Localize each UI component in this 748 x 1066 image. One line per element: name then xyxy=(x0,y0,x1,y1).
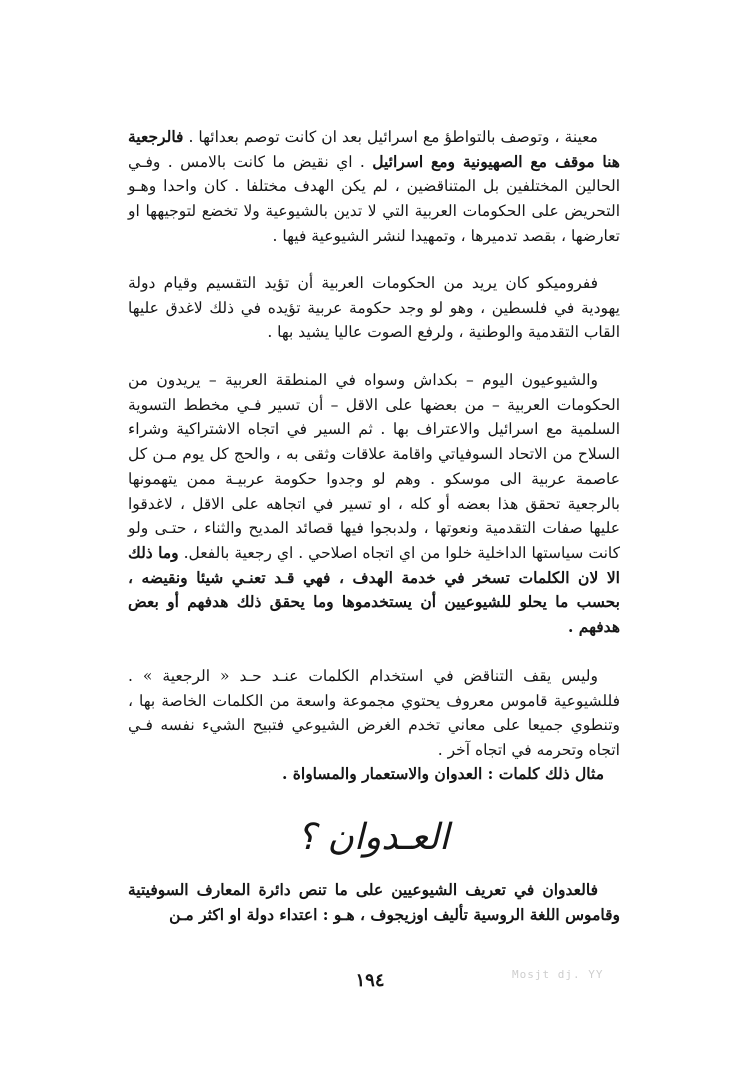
scan-stamp: Mosjt dj. YY xyxy=(512,968,604,981)
paragraph-1-part-2-bold: فالرجعية هنا موقف مع الصهيونية ومع اسرائيل xyxy=(128,127,620,171)
last-paragraph-part-1-bold: فالعدوان في تعريف الشيوعيين على ما تنص دائرة المعارف السوفيتية وقاموس اللغة الروسية تأليف اوزيجوف ، هـو : اعتداء دولة او اكثر مـن xyxy=(128,880,620,924)
paragraph-4 xyxy=(128,664,620,763)
paragraph-1-part-3: . اي نقيض ما كانت بالامس . وفـي الحالين المختلفين بل المتناقضين ، لم يكن الهدف مختلفا . كان واحدا وهـو التحريض على الحكومات العربية التي لا تدين بالشيوعية ولا تخضع لتوجيهها او تعارضها ، بقصد تدميرها ، وتمهيدا لنشر الشيوعية فيها . xyxy=(128,152,620,245)
paragraph-3-part-1: والشيوعيون اليوم – بكداش وسواه في المنطقة العربية – يريدون من الحكومات العربية – من بعضها على الاقل – أن تسير فـي مخطط التسوية السلمية مع اسرائيل والاعتراف بها . ثم السير في اتجاه الاشتراكية وشراء السلاح من الاتحاد السوفياتي واقامة علاقات وثقى به ، والحج كل يوم مـن كل عاصمة عربية الى موسكو . وهم لو وجدوا حكومة عربيـة ممن يتهمونها بالرجعية تحقق هذا بعضه أو كله ، او تسير في اتجاهه على الاقل ، لاغدقوا عليها صفات التقدمية ونعوتها ، ولدبجوا فيها قصائد المديح والثناء ، حتـى ولو كانت سياستها الداخلية خلوا من اي اتجاه اصلاحي . اي رجعية بالفعل. xyxy=(128,371,620,562)
paragraph-2 xyxy=(128,271,620,345)
paragraph-4-part-1: وليس يقف التناقض في استخدام الكلمات عنـد حـد « الرجعية » . فللشيوعية قاموس معروف يحتوي مجموعة واسعة من الكلمات الخاصة بها ، وتنطوي جميعا على معاني تخدم الغرض الشيوعي فتبيح الشيء نفسه فـي اتجاه وتحرمه في اتجاه آخر . xyxy=(128,667,620,760)
paragraph-1-part-1: معينة ، وتوصف بالتواطؤ مع اسرائيل بعد ان كانت توصم بعدائها . xyxy=(183,128,598,146)
paragraph-1 xyxy=(128,125,620,249)
paragraph-3 xyxy=(128,368,620,640)
page-number: ١٩٤ xyxy=(355,970,385,991)
section-heading: العـدوان ؟ xyxy=(296,817,450,858)
paragraph-2-part-1: ففروميكو كان يريد من الحكومات العربية أن تؤيد التقسيم وقيام دولة يهودية في فلسطين ، وهو لو وجد حكومة عربية تؤيده في ذلك لاغدق عليها القاب التقدمية والوطنية ، ولرفع الصوت عاليا يشيد بها . xyxy=(128,274,620,342)
example-line: مثال ذلك كلمات : العدوان والاستعمار والمساواة . xyxy=(281,764,604,783)
last-paragraph xyxy=(128,878,620,927)
paragraph-3-part-2-bold: وما ذلك الا لان الكلمات تسخر في خدمة الهدف ، فهي قـد تعنـي شيئا ونقيضه ، بحسب ما يحلو للشيوعيين أن يستخدموها وما يحقق ذلك هدفهم أو بعض هدفهم . xyxy=(128,542,620,637)
